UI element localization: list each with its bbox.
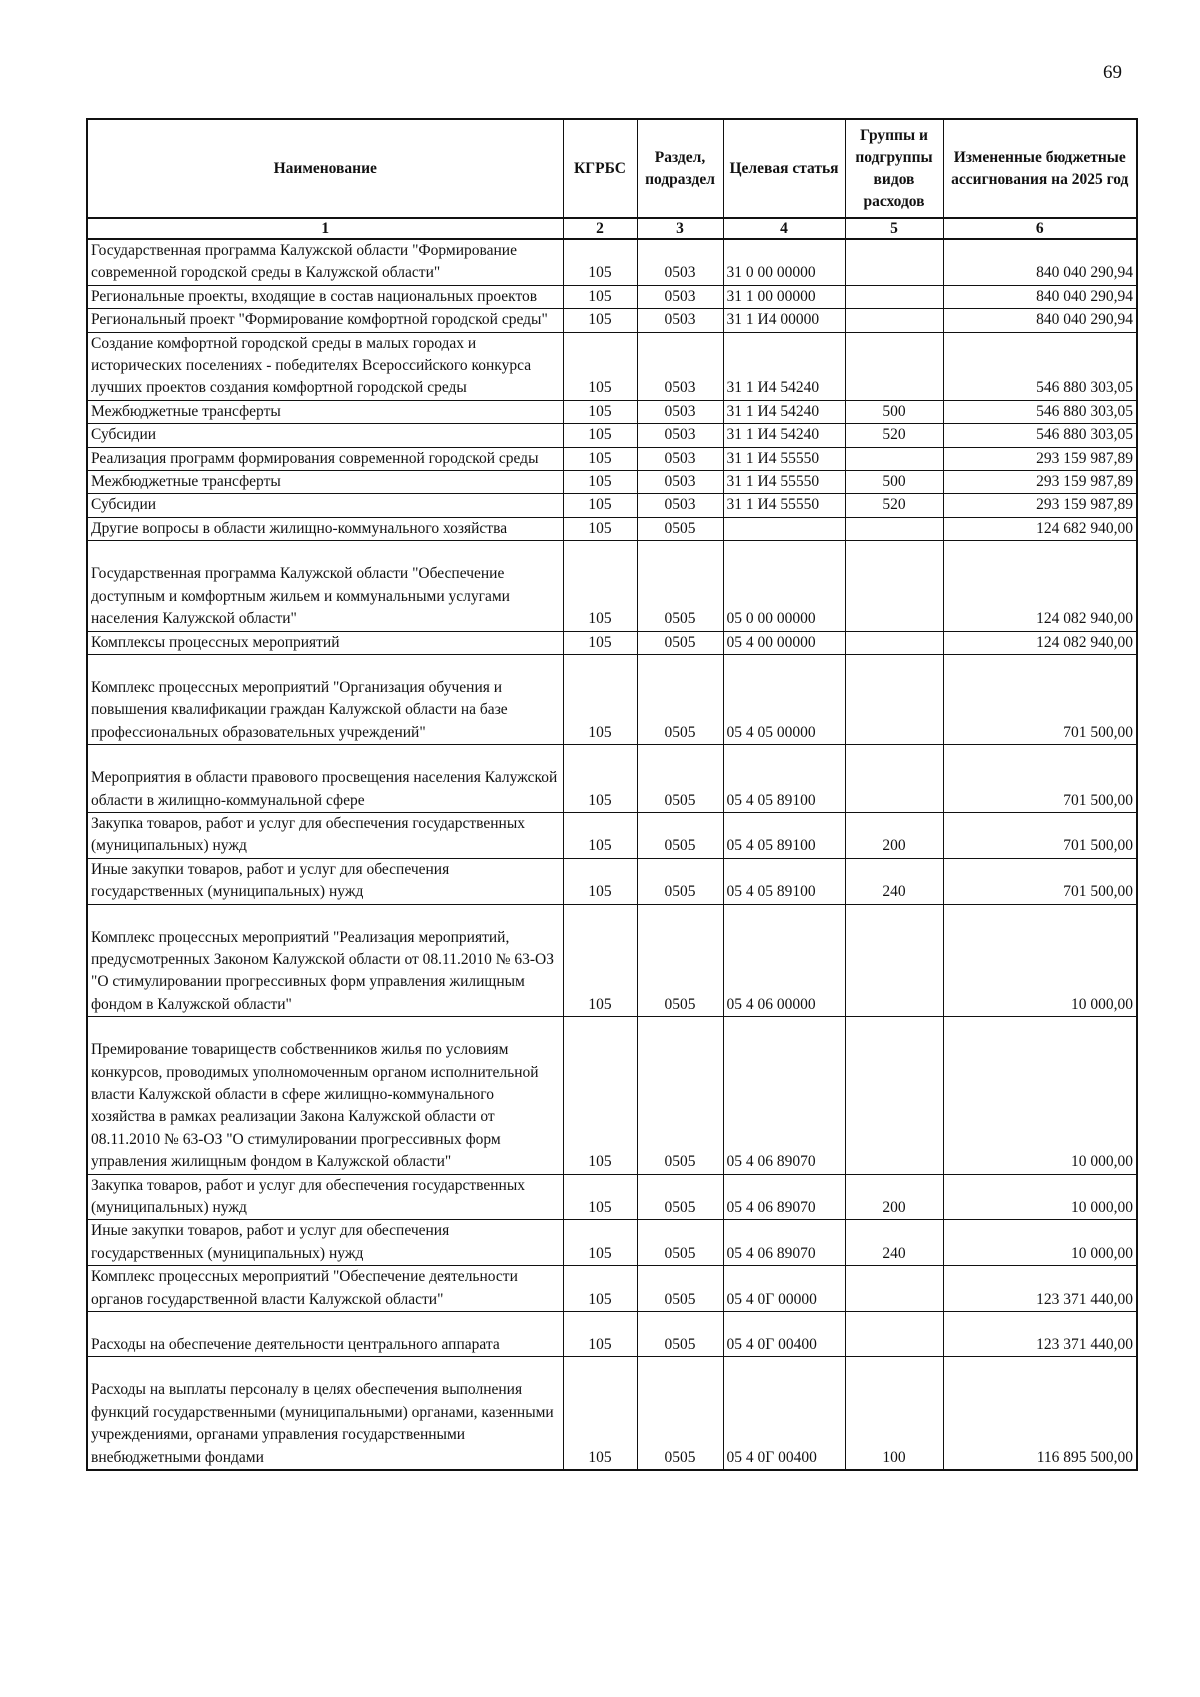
row-name-text: Государственная программа Калужской области "Обеспечение доступным и комфортным жильем и коммунальными услугами населения Калужской области": [91, 565, 510, 628]
row-group: 520: [845, 424, 943, 447]
row-kgrbs: 105: [563, 541, 637, 631]
row-target: 05 4 06 00000: [723, 904, 845, 1017]
table-row: [87, 494, 1137, 517]
row-amount: 701 500,00: [943, 745, 1137, 813]
row-kgrbs: 105: [563, 447, 637, 470]
row-group: [845, 517, 943, 540]
row-spacer: [91, 655, 560, 677]
table-row: [87, 285, 1137, 308]
table-row: [87, 812, 1137, 858]
row-amount: 701 500,00: [943, 654, 1137, 744]
row-name: [87, 1312, 563, 1357]
row-kgrbs: 105: [563, 812, 637, 858]
row-amount: 124 682 940,00: [943, 517, 1137, 540]
row-section: 0505: [637, 1220, 723, 1266]
table-row: [87, 1266, 1137, 1312]
table-row: [87, 1017, 1137, 1174]
table-row: [87, 904, 1137, 1017]
row-name: [87, 654, 563, 744]
row-section: 0505: [637, 1017, 723, 1174]
row-group: [845, 654, 943, 744]
row-name-text: Премирование товариществ собственников жилья по условиям конкурсов, проводимых уполномоченным органом исполнительной власти Калужской области в сфере жилищно-коммунального хозяйства в рамках реализации Закона Калужской области от 08.11.2010 № 63-ОЗ "О стимулировании прогрессивных форм управления жилищным фондом в Калужской области": [91, 1041, 539, 1171]
row-spacer: [91, 1357, 560, 1379]
row-amount: 123 371 440,00: [943, 1266, 1137, 1312]
row-kgrbs: 105: [563, 654, 637, 744]
row-section: 0505: [637, 745, 723, 813]
row-section: 0505: [637, 517, 723, 540]
column-number: 3: [637, 218, 723, 239]
row-kgrbs: 105: [563, 904, 637, 1017]
row-group: [845, 1017, 943, 1174]
row-name: Межбюджетные трансферты: [87, 400, 563, 423]
row-amount: 293 159 987,89: [943, 447, 1137, 470]
table-row: [87, 424, 1137, 447]
row-name: [87, 1017, 563, 1174]
row-target: 31 1 00 00000: [723, 285, 845, 308]
row-group: 240: [845, 858, 943, 904]
row-section: 0503: [637, 494, 723, 517]
row-name: Иные закупки товаров, работ и услуг для обеспечения государственных (муниципальных) нужд: [87, 858, 563, 904]
row-target: 05 4 05 89100: [723, 745, 845, 813]
row-section: 0503: [637, 285, 723, 308]
row-amount: 546 880 303,05: [943, 424, 1137, 447]
row-spacer: [91, 905, 560, 927]
row-amount: 10 000,00: [943, 1220, 1137, 1266]
row-section: 0503: [637, 309, 723, 332]
header-name: Наименование: [87, 119, 563, 218]
table-row: [87, 541, 1137, 631]
row-section: 0505: [637, 812, 723, 858]
row-section: 0503: [637, 471, 723, 494]
row-name: [87, 904, 563, 1017]
row-name-text: Комплекс процессных мероприятий "Реализация мероприятий, предусмотренных Законом Калужской области от 08.11.2010 № 63-ОЗ "О стимулировании прогрессивных форм управления жилищным фондом в Калужской области": [91, 928, 555, 1013]
row-kgrbs: 105: [563, 239, 637, 285]
row-group: [845, 631, 943, 654]
row-name: Комплексы процессных мероприятий: [87, 631, 563, 654]
table-row: [87, 400, 1137, 423]
row-amount: 123 371 440,00: [943, 1312, 1137, 1357]
row-target: 05 4 05 89100: [723, 858, 845, 904]
header-section: Раздел, подраздел: [637, 119, 723, 218]
row-kgrbs: 105: [563, 1017, 637, 1174]
header-groups: Группы и подгруппы видов расходов: [845, 119, 943, 218]
row-section: 0503: [637, 332, 723, 400]
row-target: 05 4 06 89070: [723, 1174, 845, 1220]
table-body: [87, 239, 1137, 1470]
row-amount: 840 040 290,94: [943, 309, 1137, 332]
page-number: 69: [1103, 62, 1122, 83]
row-kgrbs: 105: [563, 1312, 637, 1357]
row-group: [845, 309, 943, 332]
row-kgrbs: 105: [563, 309, 637, 332]
table-row: [87, 745, 1137, 813]
row-group: [845, 904, 943, 1017]
row-target: 05 4 06 89070: [723, 1017, 845, 1174]
row-group: 520: [845, 494, 943, 517]
row-name-text: Расходы на обеспечение деятельности центрального аппарата: [91, 1336, 500, 1354]
row-target: 31 1 И4 00000: [723, 309, 845, 332]
row-section: 0505: [637, 631, 723, 654]
row-name-text: Комплекс процессных мероприятий "Организация обучения и повышения квалификации граждан Калужской области на базе профессиональных образовательных учреждений": [91, 678, 508, 741]
column-numbers-row: [87, 218, 1137, 239]
row-kgrbs: 105: [563, 1357, 637, 1470]
row-target: 05 4 0Г 00400: [723, 1357, 845, 1470]
row-name: Субсидии: [87, 424, 563, 447]
row-kgrbs: 105: [563, 494, 637, 517]
row-kgrbs: 105: [563, 332, 637, 400]
row-group: [845, 1312, 943, 1357]
row-amount: 10 000,00: [943, 1174, 1137, 1220]
row-target: 31 1 И4 55550: [723, 494, 845, 517]
header-kgrbs: КГРБС: [563, 119, 637, 218]
column-number: 1: [87, 218, 563, 239]
row-target: 05 4 06 89070: [723, 1220, 845, 1266]
row-target: 05 4 05 00000: [723, 654, 845, 744]
row-section: 0505: [637, 1312, 723, 1357]
row-name: [87, 541, 563, 631]
row-amount: 546 880 303,05: [943, 332, 1137, 400]
row-kgrbs: 105: [563, 285, 637, 308]
row-amount: 116 895 500,00: [943, 1357, 1137, 1470]
row-section: 0505: [637, 1174, 723, 1220]
header-amount: Измененные бюджетные ассигнования на 2025 год: [943, 119, 1137, 218]
table-row: [87, 1312, 1137, 1357]
row-spacer: [91, 745, 560, 767]
row-name: Создание комфортной городской среды в малых городах и исторических поселениях - победителях Всероссийского конкурса лучших проектов создания комфортной городской среды: [87, 332, 563, 400]
column-number: 4: [723, 218, 845, 239]
row-amount: 840 040 290,94: [943, 285, 1137, 308]
row-name-text: Мероприятия в области правового просвещения населения Калужской области в жилищно-коммунальной сфере: [91, 769, 558, 809]
table-row: [87, 631, 1137, 654]
row-section: 0505: [637, 654, 723, 744]
row-group: 200: [845, 1174, 943, 1220]
row-group: 240: [845, 1220, 943, 1266]
row-group: [845, 447, 943, 470]
row-amount: 293 159 987,89: [943, 471, 1137, 494]
table-row: [87, 1220, 1137, 1266]
table-header-row: [87, 119, 1137, 218]
column-number: 2: [563, 218, 637, 239]
row-group: 100: [845, 1357, 943, 1470]
row-amount: 10 000,00: [943, 904, 1137, 1017]
row-name: Субсидии: [87, 494, 563, 517]
row-amount: 293 159 987,89: [943, 494, 1137, 517]
table-row: [87, 447, 1137, 470]
row-name: Комплекс процессных мероприятий "Обеспечение деятельности органов государственной власти Калужской области": [87, 1266, 563, 1312]
row-spacer: [91, 1017, 560, 1039]
column-number: 5: [845, 218, 943, 239]
row-target: 31 0 00 00000: [723, 239, 845, 285]
row-target: 31 1 И4 55550: [723, 471, 845, 494]
row-name: Межбюджетные трансферты: [87, 471, 563, 494]
row-target: 05 0 00 00000: [723, 541, 845, 631]
row-name: Закупка товаров, работ и услуг для обеспечения государственных (муниципальных) нужд: [87, 1174, 563, 1220]
table-row: [87, 654, 1137, 744]
row-name: Иные закупки товаров, работ и услуг для обеспечения государственных (муниципальных) нужд: [87, 1220, 563, 1266]
row-name: Закупка товаров, работ и услуг для обеспечения государственных (муниципальных) нужд: [87, 812, 563, 858]
row-name: Реализация программ формирования современной городской среды: [87, 447, 563, 470]
row-amount: 10 000,00: [943, 1017, 1137, 1174]
row-group: [845, 332, 943, 400]
table-row: [87, 239, 1137, 285]
row-amount: 701 500,00: [943, 858, 1137, 904]
row-amount: 546 880 303,05: [943, 400, 1137, 423]
row-kgrbs: 105: [563, 631, 637, 654]
row-target: 31 1 И4 55550: [723, 447, 845, 470]
row-target: 05 4 00 00000: [723, 631, 845, 654]
row-name: Другие вопросы в области жилищно-коммунального хозяйства: [87, 517, 563, 540]
row-section: 0505: [637, 858, 723, 904]
row-target: 31 1 И4 54240: [723, 424, 845, 447]
row-amount: 840 040 290,94: [943, 239, 1137, 285]
budget-table: [86, 118, 1138, 1471]
row-kgrbs: 105: [563, 745, 637, 813]
row-amount: 124 082 940,00: [943, 631, 1137, 654]
row-amount: 701 500,00: [943, 812, 1137, 858]
header-target: Целевая статья: [723, 119, 845, 218]
row-amount: 124 082 940,00: [943, 541, 1137, 631]
row-name: Региональные проекты, входящие в состав национальных проектов: [87, 285, 563, 308]
row-name: [87, 745, 563, 813]
row-group: 500: [845, 400, 943, 423]
row-kgrbs: 105: [563, 1220, 637, 1266]
row-section: 0503: [637, 424, 723, 447]
row-section: 0503: [637, 400, 723, 423]
row-section: 0505: [637, 541, 723, 631]
table-row: [87, 309, 1137, 332]
row-target: 05 4 05 89100: [723, 812, 845, 858]
row-kgrbs: 105: [563, 517, 637, 540]
row-kgrbs: 105: [563, 471, 637, 494]
column-number: 6: [943, 218, 1137, 239]
row-target: 05 4 0Г 00400: [723, 1312, 845, 1357]
row-group: 200: [845, 812, 943, 858]
row-target: 31 1 И4 54240: [723, 332, 845, 400]
row-section: 0505: [637, 904, 723, 1017]
row-group: 500: [845, 471, 943, 494]
row-group: [845, 285, 943, 308]
row-group: [845, 541, 943, 631]
row-spacer: [91, 1312, 560, 1334]
row-kgrbs: 105: [563, 400, 637, 423]
row-kgrbs: 105: [563, 424, 637, 447]
row-group: [845, 745, 943, 813]
table-row: [87, 858, 1137, 904]
row-target: 31 1 И4 54240: [723, 400, 845, 423]
row-name: Государственная программа Калужской области "Формирование современной городской среды в Калужской области": [87, 239, 563, 285]
row-group: [845, 239, 943, 285]
row-spacer: [91, 541, 560, 563]
row-name-text: Расходы на выплаты персоналу в целях обеспечения выполнения функций государственными (муниципальными) органами, казенными учреждениями, органами управления государственными внебюджетными фондами: [91, 1381, 554, 1466]
row-group: [845, 1266, 943, 1312]
table-row: [87, 471, 1137, 494]
table-row: [87, 517, 1137, 540]
row-name: Региональный проект "Формирование комфортной городской среды": [87, 309, 563, 332]
row-kgrbs: 105: [563, 1174, 637, 1220]
row-kgrbs: 105: [563, 858, 637, 904]
table-row: [87, 332, 1137, 400]
row-section: 0505: [637, 1266, 723, 1312]
row-target: 05 4 0Г 00000: [723, 1266, 845, 1312]
row-section: 0505: [637, 1357, 723, 1470]
table-row: [87, 1357, 1137, 1470]
table-row: [87, 1174, 1137, 1220]
row-target: [723, 517, 845, 540]
row-section: 0503: [637, 239, 723, 285]
row-section: 0503: [637, 447, 723, 470]
row-kgrbs: 105: [563, 1266, 637, 1312]
row-name: [87, 1357, 563, 1470]
